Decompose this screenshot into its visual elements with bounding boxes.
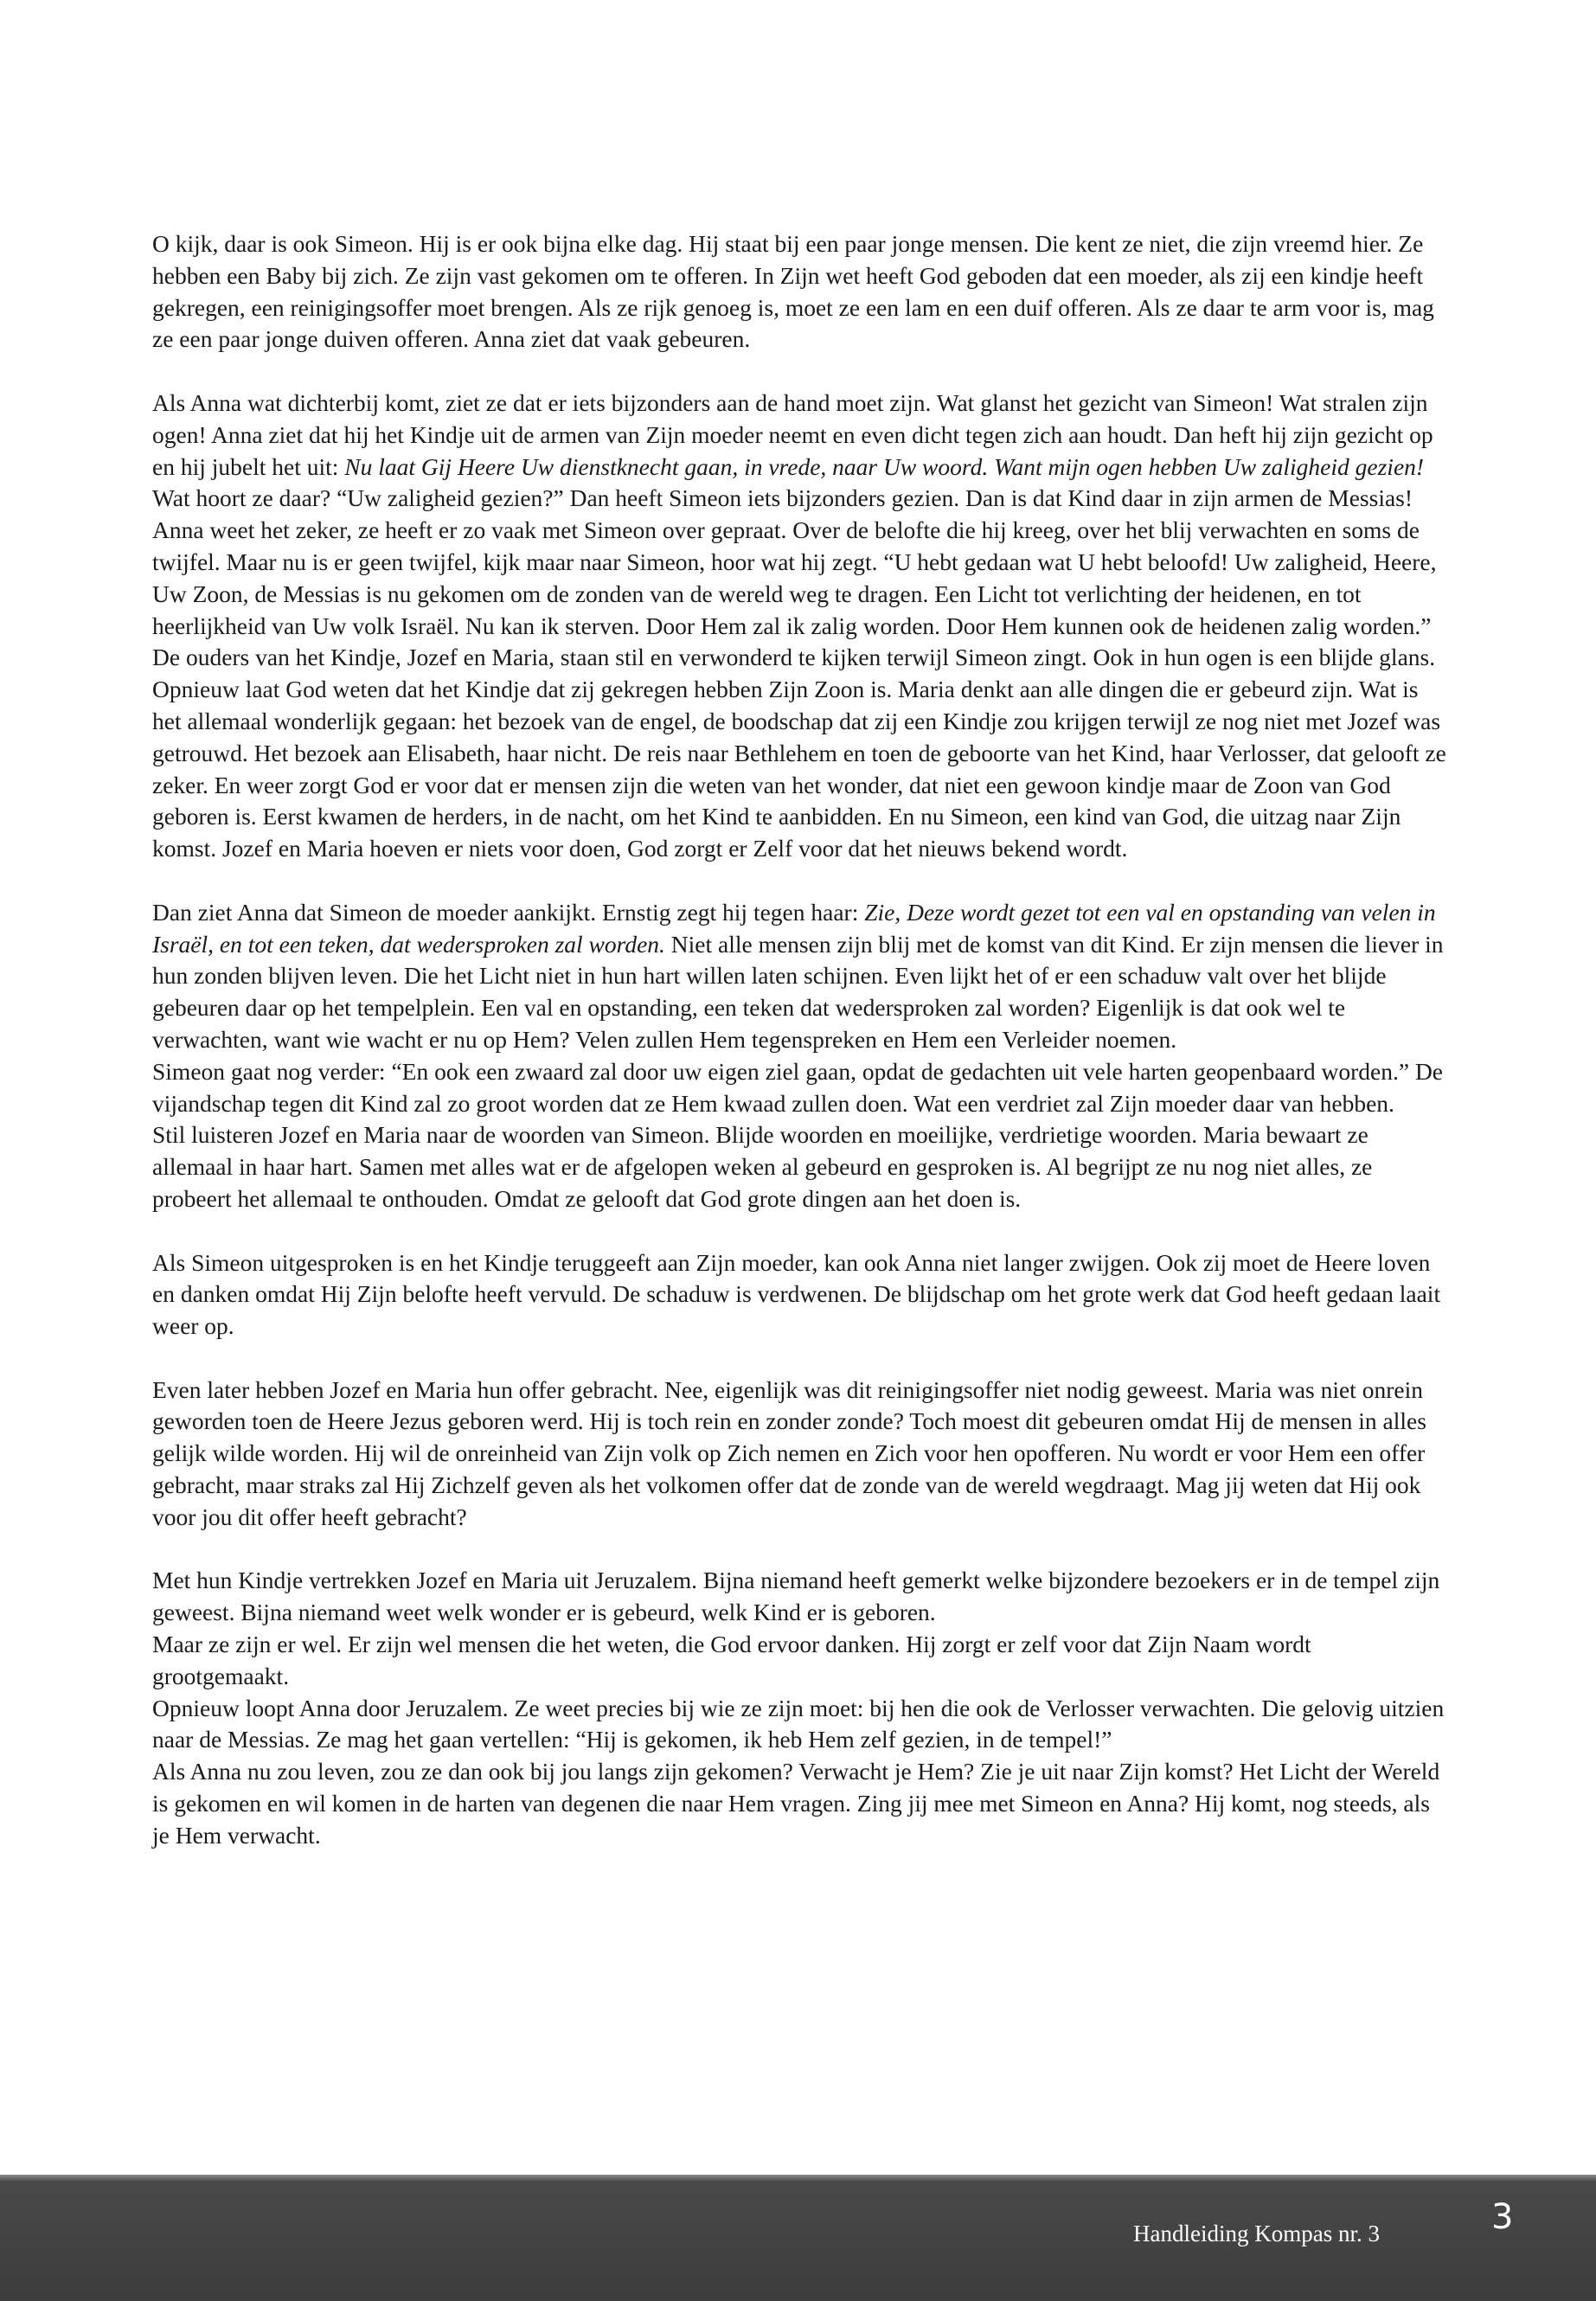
paragraph-text: Simeon gaat nog verder: “En ook een zwaard zal door uw eigen ziel gaan, opdat de gedachten uit vele harten geopenbaard worden.” De vijandschap tegen dit Kind zal zo groot worden dat ze Hem kwaad zullen doen. Wat een verdriet zal Zijn moeder daar van hebben. — [152, 1057, 1444, 1117]
paragraph — [152, 1247, 1450, 1343]
paragraph-spacer — [152, 1534, 1450, 1566]
quoted-scripture: Zie, Deze wordt gezet tot een val en opstanding van velen in Israël, en tot een teken, dat wedersproken zal worden. — [152, 898, 1436, 958]
paragraph-text: Dan ziet Anna dat Simeon de moeder aankijkt. Ernstig zegt hij tegen haar: — [152, 898, 865, 926]
paragraph-spacer — [152, 1215, 1450, 1247]
paragraph-text: De ouders van het Kindje, Jozef en Maria, staan stil en verwonderd te kijken terwijl Simeon zingt. Ook in hun ogen is een blijde glans. Opnieuw laat God weten dat het Kindje dat zij gekregen hebben Zijn Zoon is. Maria denkt aan alle dingen die er gebeurd zijn. Wat is het allemaal wonderlijk gegaan: het bezoek van de engel, de boodschap dat zij een Kindje zou krijgen terwijl ze nog niet met Jozef was getrouwd. Het bezoek aan Elisabeth, haar nicht. De reis naar Bethlehem en toen de geboorte van het Kind, haar Verlosser, dat gelooft ze zeker. En weer zorgt God er voor dat er mensen zijn die weten van het wonder, dat niet een gewoon kindje maar de Zoon van God geboren is. Eerst kwamen de herders, in de nacht, om het Kind te aanbidden. En nu Simeon, een kind van God, die uitzag naar Zijn komst. Jozef en Maria hoeven er niets voor doen, God zorgt er Zelf voor dat het nieuws bekend wordt. — [152, 644, 1446, 862]
paragraph-spacer — [152, 1343, 1450, 1375]
paragraph — [152, 483, 1450, 642]
paragraph-spacer — [152, 865, 1450, 897]
paragraph-text: Wat hoort ze daar? “Uw zaligheid gezien?” Dan heeft Simeon iets bijzonders gezien. Dan is dat Kind daar in zijn armen de Messias! Anna weet het zeker, ze heeft er zo vaak met Simeon over gepraat. Over de belofte die hij kreeg, over het blij verwachten en soms de twijfel. Maar nu is er geen twijfel, kijk maar naar Simeon, hoor wat hij zegt. “U hebt gedaan wat U hebt beloofd! Uw zaligheid, Heere, Uw Zoon, de Messias is nu gekomen om de zonden van de wereld weg te dragen. Een Licht tot verlichting der heidenen, en tot heerlijkheid van Uw volk Israël. Nu kan ik sterven. Door Hem zal ik zalig worden. Door Hem kunnen ook de heidenen zalig worden.” — [152, 484, 1437, 639]
quoted-scripture: Nu laat Gij Heere Uw dienstknecht gaan, in vrede, naar Uw woord. Want mijn ogen hebben Uw zaligheid gezien! — [344, 452, 1425, 480]
page-number: 3 — [1491, 2197, 1514, 2237]
paragraph — [152, 1629, 1450, 1693]
paragraph-text: Maar ze zijn er wel. Er zijn wel mensen die het weten, die God ervoor danken. Hij zorgt er zelf voor dat Zijn Naam wordt grootgemaakt. — [152, 1631, 1311, 1689]
paragraph-text: Even later hebben Jozef en Maria hun offer gebracht. Nee, eigenlijk was dit reinigingsoffer niet nodig geweest. Maria was niet onrein geworden toen de Heere Jezus geboren werd. Hij is toch rein en zonder zonde? Toch moest dit gebeuren omdat Hij de mensen in alles gelijk wilde worden. Hij wil de onreinheid van Zijn volk op Zich nemen en Zich voor hen opofferen. Nu wordt er voor Hem een offer gebracht, maar straks zal Hij Zichzelf geven als het volkomen offer dat de zonde van de wereld wegdraagt. Mag jij weten dat Hij ook voor jou dit offer heeft gebracht? — [152, 1375, 1426, 1530]
paragraph-text: Opnieuw loopt Anna door Jeruzalem. Ze weet precies bij wie ze zijn moet: bij hen die ook de Verlosser verwachten. Die gelovig uitzien naar de Messias. Ze mag het gaan vertellen: “Hij is gekomen, ik heb Hem zelf gezien, in de tempel!” — [152, 1694, 1445, 1753]
paragraph — [152, 1375, 1450, 1534]
paragraph-text: Als Simeon uitgesproken is en het Kindje teruggeeft aan Zijn moeder, kan ook Anna niet langer zwijgen. Ook zij moet de Heere loven en danken omdat Hij Zijn belofte heeft vervuld. De schaduw is verdwenen. De blijdschap om het grote werk dat God heeft gedaan laait weer op. — [152, 1248, 1441, 1340]
paragraph-spacer — [152, 356, 1450, 388]
paragraph — [152, 1756, 1450, 1851]
paragraph — [152, 1056, 1450, 1120]
page-body — [152, 228, 1450, 1852]
paragraph-text: Als Anna nu zou leven, zou ze dan ook bij jou langs zijn gekomen? Verwacht je Hem? Zie je uit naar Zijn komst? Het Licht der Wereld is gekomen en wil komen in de harten van degenen die naar Hem vragen. Zing jij mee met Simeon en Anna? Hij komt, nog steeds, als je Hem verwacht. — [152, 1758, 1440, 1849]
paragraph — [152, 228, 1450, 356]
paragraph-text: Niet alle mensen zijn blij met de komst van dit Kind. Er zijn mensen die liever in hun zonden blijven leven. Die het Licht niet in hun hart willen laten schijnen. Even lijkt het of er een schaduw valt over het blijde gebeuren daar op het tempelplein. Een val en opstanding, een teken dat wedersproken zal worden? Eigenlijk is dat ook wel te verwachten, want wie wacht er nu op Hem? Velen zullen Hem tegenspreken en Hem een Verleider noemen. — [152, 930, 1444, 1053]
paragraph — [152, 388, 1450, 483]
paragraph-text: O kijk, daar is ook Simeon. Hij is er ook bijna elke dag. Hij staat bij een paar jonge mensen. Die kent ze niet, die zijn vreemd hier. Ze hebben een Baby bij zich. Ze zijn vast gekomen om te offeren. In Zijn wet heeft God geboden dat een moeder, als zij een kindje heeft gekregen, een reinigingsoffer moet brengen. Als ze rijk genoeg is, moet ze een lam en een duif offeren. Als ze daar te arm voor is, mag ze een paar jonge duiven offeren. Anna ziet dat vaak gebeuren. — [152, 230, 1434, 353]
paragraph — [152, 897, 1450, 1056]
paragraph — [152, 1119, 1450, 1215]
paragraph — [152, 1693, 1450, 1757]
footer-label: Handleiding Kompas nr. 3 — [1133, 2221, 1380, 2247]
paragraph — [152, 642, 1450, 865]
paragraph-text: Als Anna wat dichterbij komt, ziet ze dat er iets bijzonders aan de hand moet zijn. Wat glanst het gezicht van Simeon! Wat stralen zijn ogen! Anna ziet dat hij het Kindje uit de armen van Zijn moeder neemt en even dicht tegen zich aan houdt. Dan heft hij zijn gezicht op en hij jubelt het uit: — [152, 388, 1433, 480]
paragraph-text: Met hun Kindje vertrekken Jozef en Maria uit Jeruzalem. Bijna niemand heeft gemerkt welke bijzondere bezoekers er in de tempel zijn geweest. Bijna niemand weet welk wonder er is gebeurd, welk Kind er is geboren. — [152, 1567, 1440, 1626]
paragraph — [152, 1565, 1450, 1629]
paragraph-text: Stil luisteren Jozef en Maria naar de woorden van Simeon. Blijde woorden en moeilijke, verdrietige woorden. Maria bewaart ze allemaal in haar hart. Samen met alles wat er de afgelopen weken al gebeurd en gesproken is. Al begrijpt ze nu nog niet alles, ze probeert het allemaal te onthouden. Omdat ze gelooft dat God grote dingen aan het doen is. — [152, 1121, 1373, 1212]
